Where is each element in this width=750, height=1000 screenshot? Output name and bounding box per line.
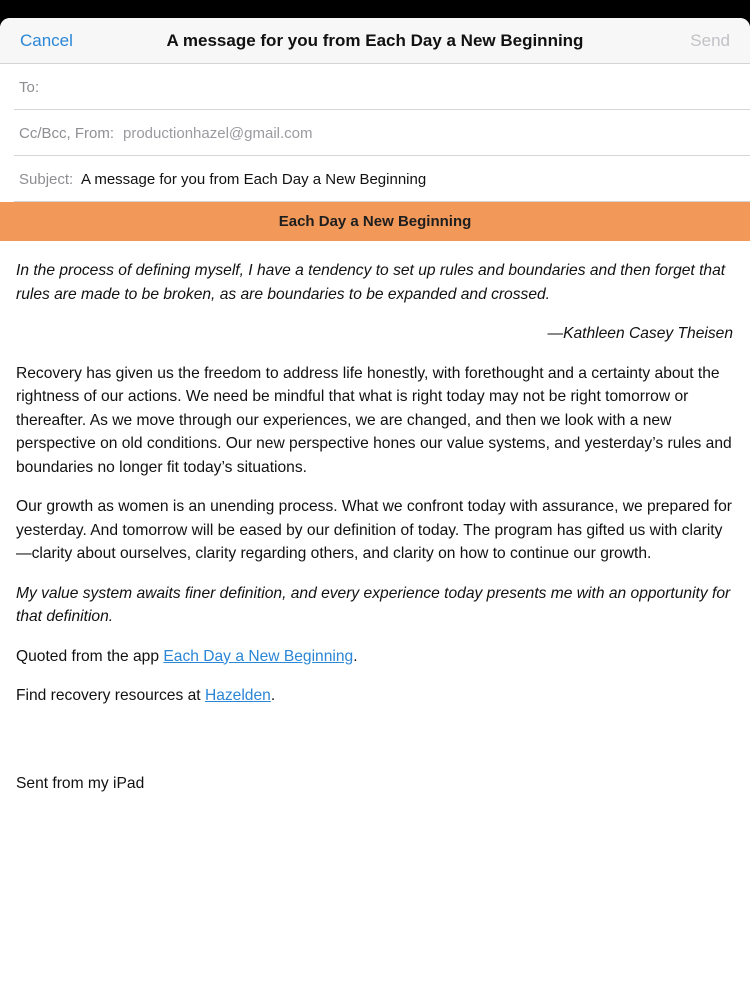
subject-field[interactable] (14, 156, 750, 202)
send-button[interactable]: Send (690, 31, 730, 50)
compose-title: A message for you from Each Day a New Beginning (166, 31, 584, 50)
quoted-from-prefix: Quoted from the app (16, 647, 164, 665)
resources-prefix: Find recovery resources at (16, 687, 205, 704)
to-label: To: (19, 79, 40, 96)
app-banner: Each Day a New Beginning (0, 202, 750, 241)
ccbcc-from-label: Cc/Bcc, From: (19, 125, 115, 142)
to-field[interactable] (14, 64, 750, 110)
app-link[interactable]: Each Day a New Beginning (163, 647, 354, 665)
cancel-button[interactable]: Cancel (20, 31, 73, 50)
from-address[interactable]: productionhazel@gmail.com (123, 125, 313, 142)
resources-suffix: . (270, 687, 276, 704)
hazelden-link[interactable]: Hazelden (204, 687, 271, 704)
compose-navbar (0, 18, 750, 64)
quote-text: In the process of defining myself, I have a tendency to set up rules and boundaries and then forget that rules are made to be broken, as are boundaries to be expanded and crossed. (16, 262, 726, 303)
affirmation-text: My value system awaits finer definition, and every experience today presents me with an opportunity for that definition. (16, 584, 731, 625)
body-paragraph-2: Our growth as women is an unending process. What we confront today with assurance, we prepared for yesterday. And tomorrow will be eased by our definition of today. The program has gifted us with clarity—clarity about ourselves, clarity regarding others, and clarity on how to continue our growth. (16, 498, 732, 562)
quote-attribution: —Kathleen Casey Theisen (547, 325, 733, 342)
ccbcc-from-field[interactable] (14, 110, 750, 156)
resources-line (16, 684, 733, 708)
compose-sheet (0, 18, 750, 1000)
quoted-from-suffix: . (353, 647, 358, 665)
signature: Sent from my iPad (16, 774, 145, 792)
body-paragraph-1: Recovery has given us the freedom to address life honestly, with forethought and a certainty about the rightness of our actions. We need be mindful that what is right today may not be right tomorrow or thereafter. As we move through our experiences, we are changed, and then we look with a new perspective on old conditions. Our new perspective hones our value systems, and yesterday’s rules and boundaries no longer fit today’s situations. (16, 364, 732, 476)
quoted-from-line (16, 645, 733, 669)
message-body[interactable] (0, 259, 750, 795)
subject-label: Subject: (19, 171, 74, 188)
subject-input[interactable]: A message for you from Each Day a New Beginning (81, 171, 427, 188)
